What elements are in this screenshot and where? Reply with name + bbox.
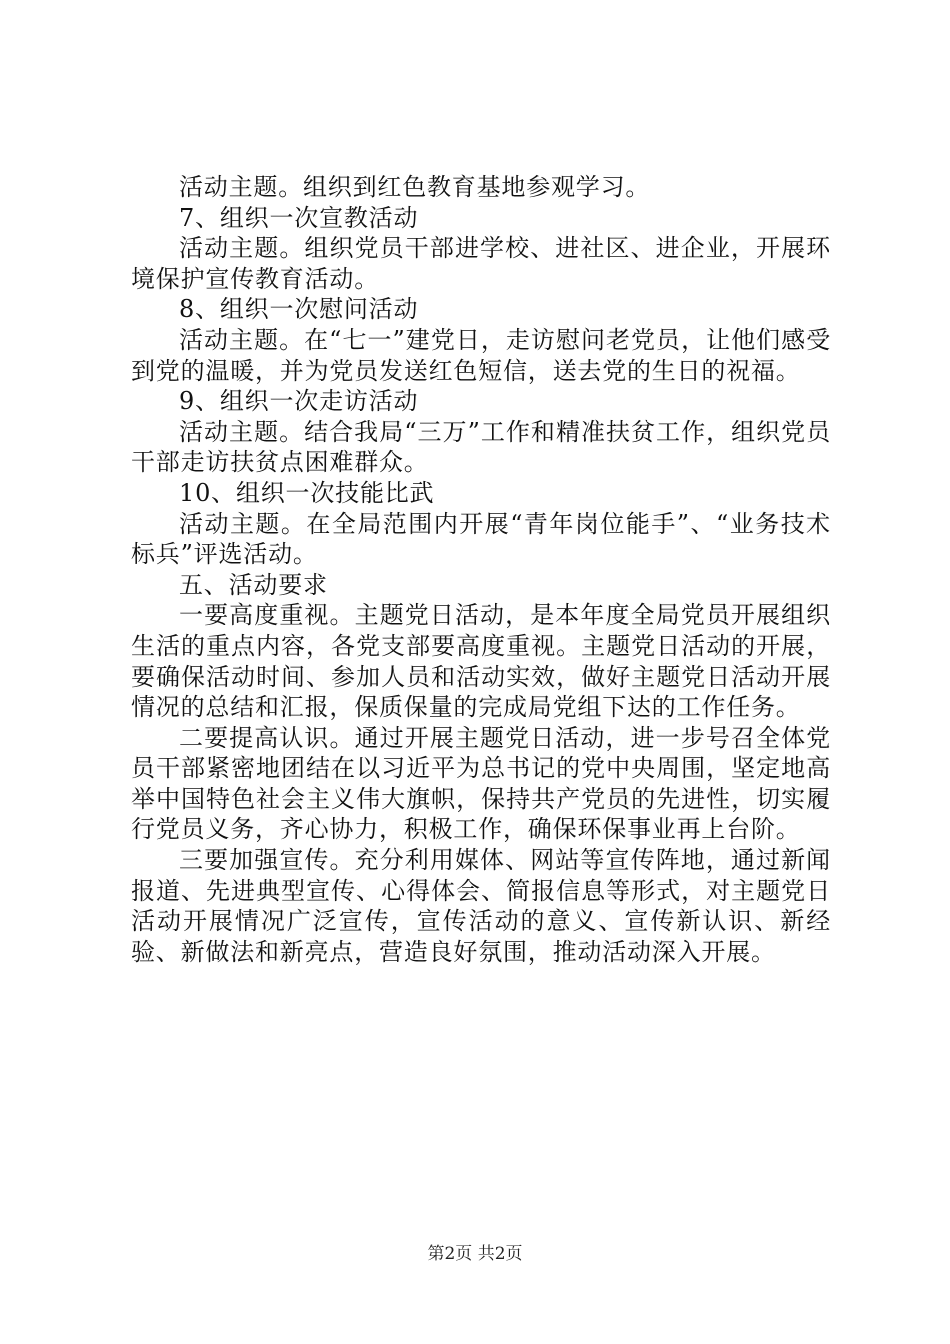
heading-activity-7: 7、组织一次宣教活动 bbox=[179, 203, 419, 232]
page-number-footer: 第2页 共2页 bbox=[427, 1244, 523, 1264]
paragraph-activity-8-theme: 活动主题。在“七一”建党日，走访慰问老党员，让他们感受到党的温暖，并为党员发送红色短信，送去党的生日的祝福。 bbox=[131, 325, 831, 385]
document-body bbox=[131, 172, 831, 967]
paragraph-activity-9-theme: 活动主题。结合我局“三万”工作和精准扶贫工作，组织党员干部走访扶贫点困难群众。 bbox=[131, 417, 831, 477]
paragraph-activity-6-theme: 活动主题。组织到红色教育基地参观学习。 bbox=[179, 173, 651, 201]
paragraph-requirement-2: 二要提高认识。通过开展主题党日活动，进一步号召全体党员干部紧密地团结在以习近平为总书记的党中央周围，坚定地高举中国特色社会主义伟大旗帜，保持共产党员的先进性，切实履行党员义务，齐心协力，积极工作，确保环保事业再上台阶。 bbox=[131, 723, 831, 844]
paragraph-requirement-3: 三要加强宣传。充分利用媒体、网站等宣传阵地，通过新闻报道、先进典型宣传、心得体会、简报信息等形式，对主题党日活动开展情况广泛宣传，宣传活动的意义、宣传新认识、新经验、新做法和新亮点，营造良好氛围，推动活动深入开展。 bbox=[131, 846, 831, 966]
heading-activity-8: 8、组织一次慰问活动 bbox=[179, 295, 419, 324]
paragraph-requirement-1: 一要高度重视。主题党日活动，是本年度全局党员开展组织生活的重点内容，各党支部要高度重视。主题党日活动的开展，要确保活动时间、参加人员和活动实效，做好主题党日活动开展情况的总结和汇报，保质保量的完成局党组下达的工作任务。 bbox=[131, 601, 831, 722]
paragraph-activity-7-theme: 活动主题。组织党员干部进学校、进社区、进企业，开展环境保护宣传教育活动。 bbox=[131, 234, 831, 293]
heading-activity-9: 9、组织一次走访活动 bbox=[179, 387, 419, 416]
paragraph-activity-10-theme: 活动主题。在全局范围内开展“青年岗位能手”、“业务技术标兵”评选活动。 bbox=[131, 509, 831, 569]
heading-activity-10: 10、组织一次技能比武 bbox=[179, 478, 435, 507]
section-heading-requirements: 五、活动要求 bbox=[179, 570, 328, 599]
